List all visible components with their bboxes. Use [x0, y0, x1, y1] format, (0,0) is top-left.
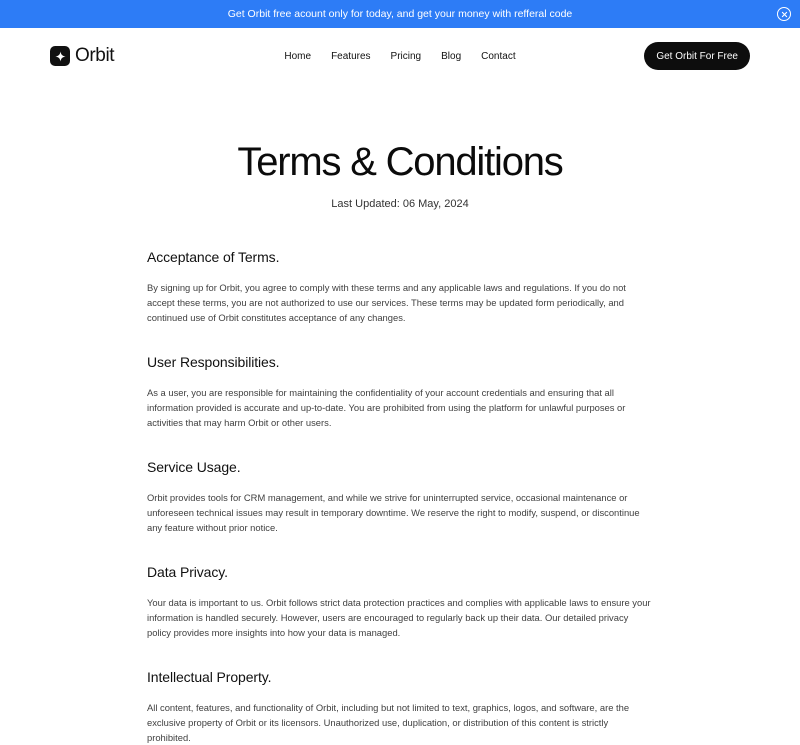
- close-circle-icon[interactable]: [777, 7, 791, 21]
- logo[interactable]: [50, 45, 114, 67]
- section-heading: Intellectual Property.: [147, 669, 272, 685]
- section-body: By signing up for Orbit, you agree to comply with these terms and any applicable laws and regulations. If you do not accept these terms, you are not authorized to use our services. These terms may be updated form periodically, and continued use of Orbit constitutes acceptance of any changes.: [147, 282, 626, 323]
- section-user-responsibilities: [147, 353, 653, 430]
- site-header: [0, 28, 800, 84]
- nav-pricing[interactable]: Pricing: [390, 50, 422, 62]
- nav-features[interactable]: Features: [331, 50, 371, 62]
- section-body: All content, features, and functionality of Orbit, including but not limited to text, graphics, logos, and software, are the exclusive property of Orbit or its licensors. Unauthorized use, duplication, or distribution of this content is strictly prohibited.: [147, 702, 630, 743]
- section-body: Orbit provides tools for CRM management, and while we strive for uninterrupted service, occasional maintenance or unforeseen technical issues may result in temporary downtime. We reserve the right to modify, suspend, or discontinue any feature without prior notice.: [147, 492, 640, 533]
- nav-contact[interactable]: Contact: [481, 50, 516, 62]
- nav-home[interactable]: Home: [284, 50, 312, 62]
- announcement-text: Get Orbit free acount only for today, and get your money with refferal code: [227, 8, 573, 20]
- last-updated: Last Updated: 06 May, 2024: [331, 198, 469, 210]
- sparkle-icon: [50, 46, 70, 66]
- section-service-usage: [147, 458, 653, 535]
- announcement-bar: [0, 0, 800, 28]
- section-heading: User Responsibilities.: [147, 354, 280, 370]
- section-body: As a user, you are responsible for maintaining the confidentiality of your account credentials and ensuring that all information provided is accurate and up-to-date. You are prohibited from using the platform for unlawful purposes or activities that may harm Orbit or other users.: [147, 387, 626, 428]
- section-intellectual-property: [147, 668, 653, 745]
- main-content: [0, 84, 800, 745]
- page-title: Terms & Conditions: [237, 140, 563, 184]
- section-acceptance: [147, 248, 653, 325]
- section-data-privacy: [147, 563, 653, 640]
- section-heading: Service Usage.: [147, 459, 241, 475]
- logo-text: Orbit: [75, 45, 115, 66]
- get-orbit-button[interactable]: Get Orbit For Free: [644, 42, 750, 70]
- nav-blog[interactable]: Blog: [441, 50, 462, 62]
- section-body: Your data is important to us. Orbit follows strict data protection practices and complies with applicable laws to ensure your information is handled securely. However, users are encouraged to regularly back up their data. Our detailed privacy policy provides more insights into how your data is managed.: [147, 597, 651, 638]
- section-heading: Data Privacy.: [147, 564, 228, 580]
- terms-sections: [147, 248, 653, 745]
- section-heading: Acceptance of Terms.: [147, 249, 280, 265]
